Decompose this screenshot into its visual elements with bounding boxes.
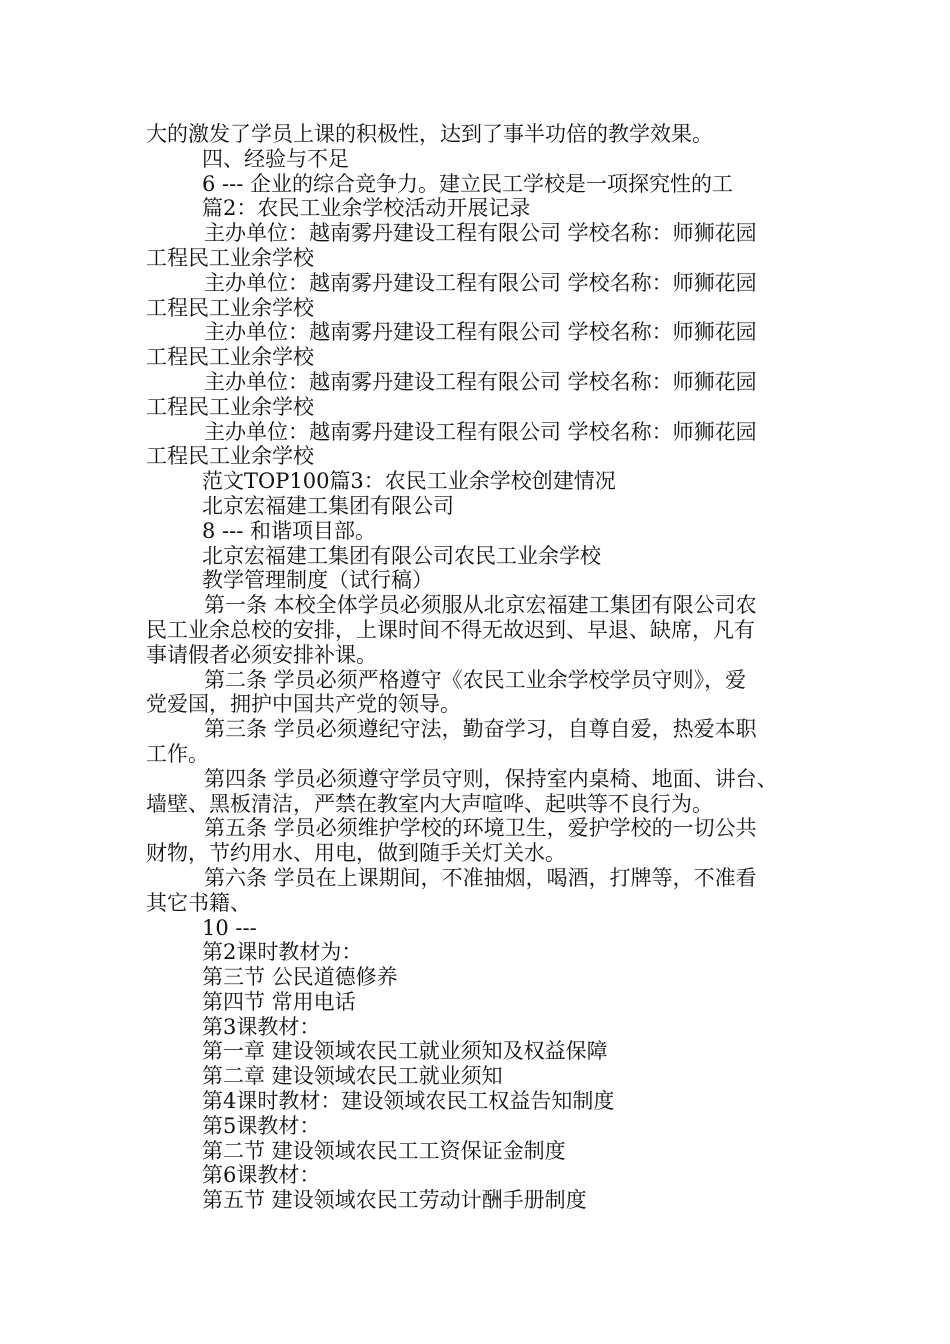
text-line: 第二节 建设领域农民工工资保证金制度 (202, 1138, 566, 1163)
text-line: 财物，节约用水、用电，做到随手关灯关水。 (146, 841, 566, 866)
text-line: 民工业余总校的安排，上课时间不得无故迟到、早退、缺席，凡有 (146, 617, 755, 642)
text-line: 第一条 本校全体学员必须服从北京宏福建工集团有限公司农 (204, 593, 757, 618)
text-line: 10 --- (202, 915, 257, 940)
text-line: 党爱国，拥护中国共产党的领导。 (146, 692, 461, 717)
text-line: 第五条 学员必须维护学校的环境卫生，爱护学校的一切公共 (204, 816, 757, 841)
text-line: 第三节 公民道德修养 (202, 965, 398, 990)
text-line: 主办单位：越南雾丹建设工程有限公司 学校名称：师狮花园 (204, 270, 757, 295)
text-line: 第三条 学员必须遵纪守法，勤奋学习，自尊自爱，热爱本职 (204, 717, 757, 742)
text-line: 第6课教材： (202, 1163, 321, 1188)
text-line: 第一章 建设领域农民工就业须知及权益保障 (202, 1039, 608, 1064)
text-line: 范文TOP100篇3：农民工业余学校创建情况 (202, 469, 616, 494)
text-line: 四、经验与不足 (202, 146, 349, 171)
text-line: 6 --- 企业的综合竞争力。建立民工学校是一项探究性的工 (202, 171, 733, 196)
text-line: 工程民工业余学校 (146, 245, 314, 270)
text-line: 第2课时教材为： (202, 940, 363, 965)
text-line: 第四条 学员必须遵守学员守则，保持室内桌椅、地面、讲台、 (204, 766, 778, 791)
text-line: 其它书籍、 (146, 890, 251, 915)
text-line: 北京宏福建工集团有限公司农民工业余学校 (202, 543, 601, 568)
text-line: 北京宏福建工集团有限公司 (202, 493, 454, 518)
text-line: 工程民工业余学校 (146, 394, 314, 419)
text-line: 事请假者必须安排补课。 (146, 642, 377, 667)
text-line: 主办单位：越南雾丹建设工程有限公司 学校名称：师狮花园 (204, 221, 757, 246)
text-line: 篇2：农民工业余学校活动开展记录 (202, 196, 531, 221)
text-line: 主办单位：越南雾丹建设工程有限公司 学校名称：师狮花园 (204, 419, 757, 444)
text-line: 工作。 (146, 741, 209, 766)
text-line: 第四节 常用电话 (202, 989, 356, 1014)
text-line: 工程民工业余学校 (146, 345, 314, 370)
text-line: 第4课时教材：建设领域农民工权益告知制度 (202, 1089, 615, 1114)
text-line: 工程民工业余学校 (146, 444, 314, 469)
text-line: 第六条 学员在上课期间，不准抽烟，喝酒，打牌等，不准看 (204, 865, 757, 890)
text-line: 第5课教材： (202, 1113, 321, 1138)
text-line: 第3课教材： (202, 1014, 321, 1039)
text-line: 第二条 学员必须严格遵守《农民工业余学校学员守则》，爱 (204, 667, 747, 692)
text-line: 大的激发了学员上课的积极性，达到了事半功倍的教学效果。 (146, 122, 713, 146)
text-line: 工程民工业余学校 (146, 295, 314, 320)
document-body (146, 122, 826, 1213)
text-line: 第五节 建设领域农民工劳动计酬手册制度 (202, 1188, 587, 1213)
text-line: 8 --- 和谐项目部。 (202, 518, 376, 543)
text-line: 第二章 建设领域农民工就业须知 (202, 1064, 503, 1089)
text-line: 主办单位：越南雾丹建设工程有限公司 学校名称：师狮花园 (204, 320, 757, 345)
text-line: 教学管理制度（试行稿） (202, 568, 433, 593)
text-line: 墙壁、黑板清洁，严禁在教室内大声喧哗、起哄等不良行为。 (146, 791, 713, 816)
text-line: 主办单位：越南雾丹建设工程有限公司 学校名称：师狮花园 (204, 369, 757, 394)
